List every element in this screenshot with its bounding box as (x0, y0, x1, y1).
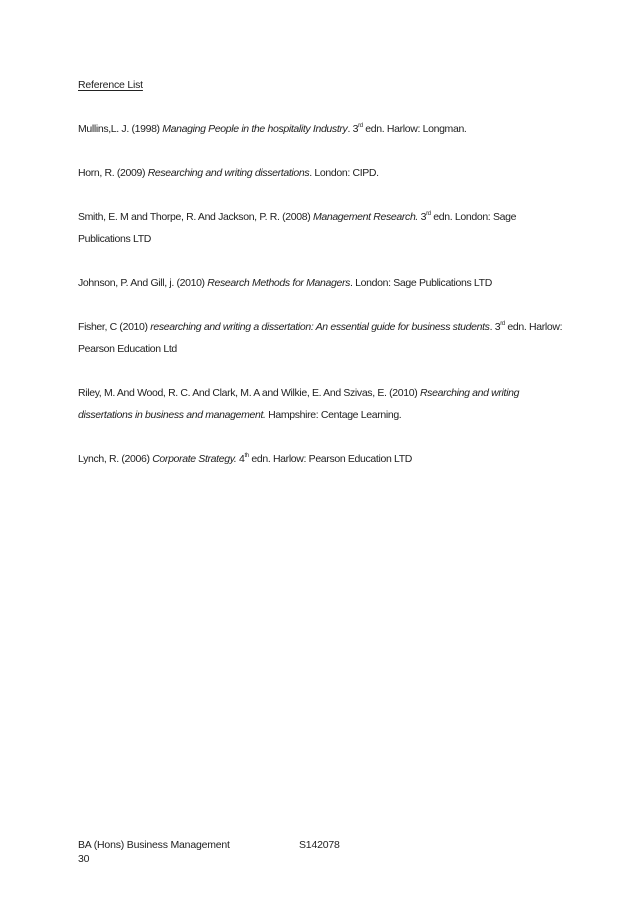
reference-entry (78, 118, 568, 140)
reference-title: Research Methods for Managers (207, 277, 351, 289)
reference-authors: Lynch, R. (2006) (78, 453, 153, 465)
reference-entry (78, 448, 568, 470)
reference-authors: Riley, M. And Wood, R. C. And Clark, M. A and Wilkie, E. And Szivas, E. (2010) (78, 387, 420, 399)
page-footer (78, 838, 340, 866)
footer-line (78, 838, 340, 852)
reference-superscript: rd (358, 123, 363, 129)
footer-course: BA (Hons) Business Management (78, 839, 230, 851)
reference-title: Managing People in the hospitality Industry (162, 123, 348, 135)
reference-after-title: Hampshire: Centage Learning. (265, 409, 402, 421)
reference-title: researching and writing a dissertation: An essential guide for business students (150, 321, 490, 333)
reference-entry (78, 206, 568, 250)
reference-details: edn. Harlow: Longman. (362, 123, 467, 135)
reference-after-title: 4 (236, 453, 245, 465)
reference-list (78, 118, 568, 492)
reference-details: edn. Harlow: Pearson Education Ltd (78, 321, 563, 355)
reference-after-title: . 3 (489, 321, 501, 333)
reference-authors: Fisher, C (2010) (78, 321, 151, 333)
reference-title: Researching and writing dissertations (147, 167, 310, 179)
reference-after-title: . London: CIPD. (309, 167, 379, 179)
reference-title: Rsearching and writing dissertations in business and management. (78, 387, 520, 421)
reference-entry (78, 272, 568, 294)
reference-authors: Horn, R. (2009) (78, 167, 148, 179)
reference-title: Corporate Strategy. (152, 453, 237, 465)
footer-student-id: S142078 (299, 839, 340, 851)
reference-entry (78, 162, 568, 184)
reference-authors: Johnson, P. And Gill, j. (2010) (78, 277, 208, 289)
reference-superscript: th (244, 453, 249, 459)
reference-authors: Smith, E. M and Thorpe, R. And Jackson, P. R. (2008) (78, 211, 313, 223)
reference-details: edn. Harlow: Pearson Education LTD (248, 453, 413, 465)
reference-after-title: . 3 (347, 123, 359, 135)
reference-details: edn. London: Sage Publications LTD (78, 211, 517, 245)
reference-superscript: rd (426, 211, 431, 217)
footer-page-number: 30 (78, 853, 90, 865)
reference-title: Management Research. (312, 211, 418, 223)
reference-entry (78, 316, 568, 360)
reference-after-title: . London: Sage Publications LTD (350, 277, 492, 289)
reference-superscript: rd (500, 321, 505, 327)
reference-authors: Mullins,L. J. (1998) (78, 123, 163, 135)
reference-list-heading: Reference List (78, 79, 143, 91)
reference-after-title: 3 (418, 211, 427, 223)
reference-entry (78, 382, 568, 426)
